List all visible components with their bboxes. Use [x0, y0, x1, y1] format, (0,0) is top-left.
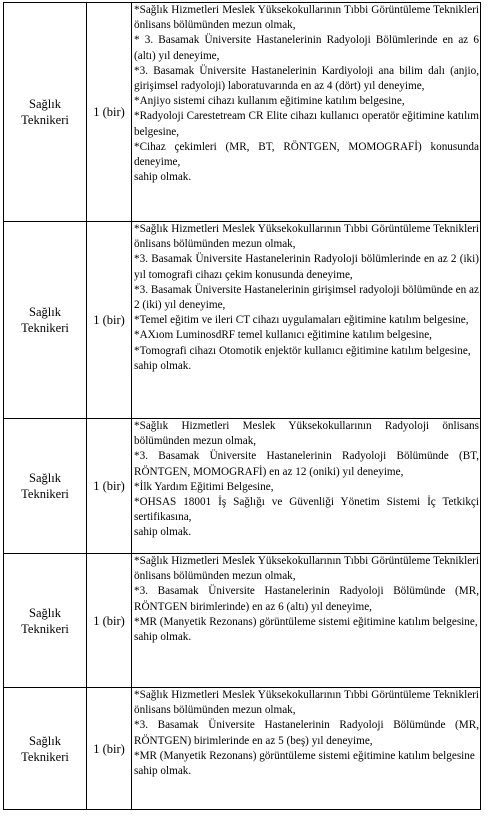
position-title-line: Teknikeri	[21, 321, 69, 335]
table-row	[4, 419, 481, 554]
qualification-item: *3. Basamak Üniversite Hastanelerinin Kardiyoloji ana bilim dalı (anjio, girişimsel radyoloji) laboratuvarında en az 4 (dört) yıl deneyime,	[134, 64, 479, 93]
qualification-item: sahip olmak.	[134, 171, 192, 184]
qualification-item: *Sağlık Hizmetleri Meslek Yüksekokullarının Radyoloji önlisans bölümünden mezun olmak,	[134, 420, 479, 448]
position-title-cell	[4, 419, 87, 554]
qualification-item: *Sağlık Hizmetleri Meslek Yüksekokullarının Tıbbi Görüntüleme Teknikleri önlisans bölümünden mezun olmak,	[134, 555, 479, 583]
position-count-cell: 1 (bir)	[87, 554, 132, 688]
qualification-item: sahip olmak.	[134, 631, 192, 644]
qualification-item: *Sağlık Hizmetleri Meslek Yüksekokullarının Tıbbi Görüntüleme Teknikleri önlisans bölümünden mezun olmak,	[134, 689, 479, 717]
qualifications-cell	[132, 688, 481, 810]
position-title-line: Sağlık	[29, 733, 61, 748]
table-row	[4, 222, 481, 419]
position-title-line: Teknikeri	[21, 113, 69, 127]
qualifications-cell	[132, 222, 481, 419]
qualification-item: *3. Basamak Üniversite Hastanelerinin Radyoloji Bölümünde (MR, RÖNTGEN) birimlerinde en az 5 (beş) yıl deneyime,	[134, 719, 479, 747]
position-title-line: Sağlık	[29, 305, 61, 319]
position-title-cell	[4, 3, 87, 222]
qualifications-cell	[132, 554, 481, 688]
position-count-cell: 1 (bir)	[87, 3, 132, 222]
position-title-line: Teknikeri	[21, 749, 69, 764]
table-row	[4, 3, 481, 222]
qualification-item: *Radyoloji Carestetream CR Elite cihazı kullanıcı operatör eğitimine katılım belgesine,	[134, 110, 479, 138]
qualification-item: *Tomografi cihazı Otomotik enjektör kullanıcı eğitimine katılım belgesine,	[134, 344, 471, 357]
qualification-item: *3. Basamak Üniversite Hastanelerinin girişimsel radyoloji bölümünde en az 2 (iki) yıl deneyime,	[134, 283, 479, 312]
qualification-item: sahip olmak.	[134, 765, 192, 778]
qualification-item: sahip olmak.	[134, 526, 192, 539]
requirements-table	[3, 2, 481, 810]
qualification-item: *Cihaz çekimleri (MR, BT, RÖNTGEN, MOMOGRAFİ) konusunda deneyime,	[134, 140, 479, 169]
qualification-item: *Temel eğitim ve ileri CT cihazı uygulamaları eğitimine katılım belgesine,	[134, 314, 469, 327]
table-row	[4, 554, 481, 688]
position-title-line: Sağlık	[29, 97, 61, 111]
qualification-item: *3. Basamak Üniversite Hastanelerinin Radyoloji Bölümünde (BT, RÖNTGEN, MOMOGRAFİ) en az 12 (oniki) yıl deneyime,	[134, 450, 479, 478]
qualification-item: *MR (Manyetik Rezonans) görüntüleme sistemi eğitimine katılım belgesine	[134, 749, 475, 762]
position-count-cell: 1 (bir)	[87, 222, 132, 419]
position-title-line: Sağlık	[29, 605, 61, 620]
position-title-cell	[4, 688, 87, 810]
qualifications-cell	[132, 419, 481, 554]
position-count-cell: 1 (bir)	[87, 419, 132, 554]
qualification-item: *AXıom LuminosdRF temel kullanıcı eğitimine katılım belgesine,	[134, 329, 432, 342]
qualification-item: sahip olmak.	[134, 359, 192, 372]
qualification-item: *3. Basamak Üniversite Hastanelerinin Radyoloji bölümlerinde en az 2 (iki) yıl tomografi cihazı çekim konusunda deneyime,	[134, 253, 479, 281]
qualification-item: *Sağlık Hizmetleri Meslek Yüksekokullarının Tıbbi Görüntüleme Teknikleri önlisans bölümünden mezun olmak,	[134, 4, 479, 32]
table-row	[4, 688, 481, 810]
qualification-item: *MR (Manyetik Rezonans) görüntüleme sistemi eğitimine katılım belgesine,	[134, 615, 478, 628]
position-title-cell	[4, 554, 87, 688]
qualification-item: *Anjiyo sistemi cihazı kullanım eğitimine katılım belgesine,	[134, 95, 405, 108]
position-title-line: Teknikeri	[21, 621, 69, 636]
qualification-item: *OHSAS 18001 İş Sağlığı ve Güvenliği Yönetim Sistemi İç Tetkikçi sertifikasına,	[134, 496, 479, 524]
position-title-line: Sağlık	[29, 471, 61, 485]
position-title-line: Teknikeri	[21, 487, 69, 501]
position-title-cell	[4, 222, 87, 419]
qualifications-cell	[132, 3, 481, 222]
qualification-item: *Sağlık Hizmetleri Meslek Yüksekokullarının Tıbbi Görüntüleme Teknikleri önlisans bölümünden mezun olmak,	[134, 223, 479, 251]
qualification-item: * 3. Basamak Üniversite Hastanelerinin Radyoloji Bölümlerinde en az 6 (altı) yıl deneyime,	[134, 34, 479, 62]
position-count-cell: 1 (bir)	[87, 688, 132, 810]
qualification-item: *İlk Yardım Eğitimi Belgesine,	[134, 480, 274, 493]
qualification-item: *3. Basamak Üniversite Hastanelerinin Radyoloji Bölümünde (MR, RÖNTGEN birimlerinde) en az 6 (altı) yıl deneyime,	[134, 585, 479, 613]
